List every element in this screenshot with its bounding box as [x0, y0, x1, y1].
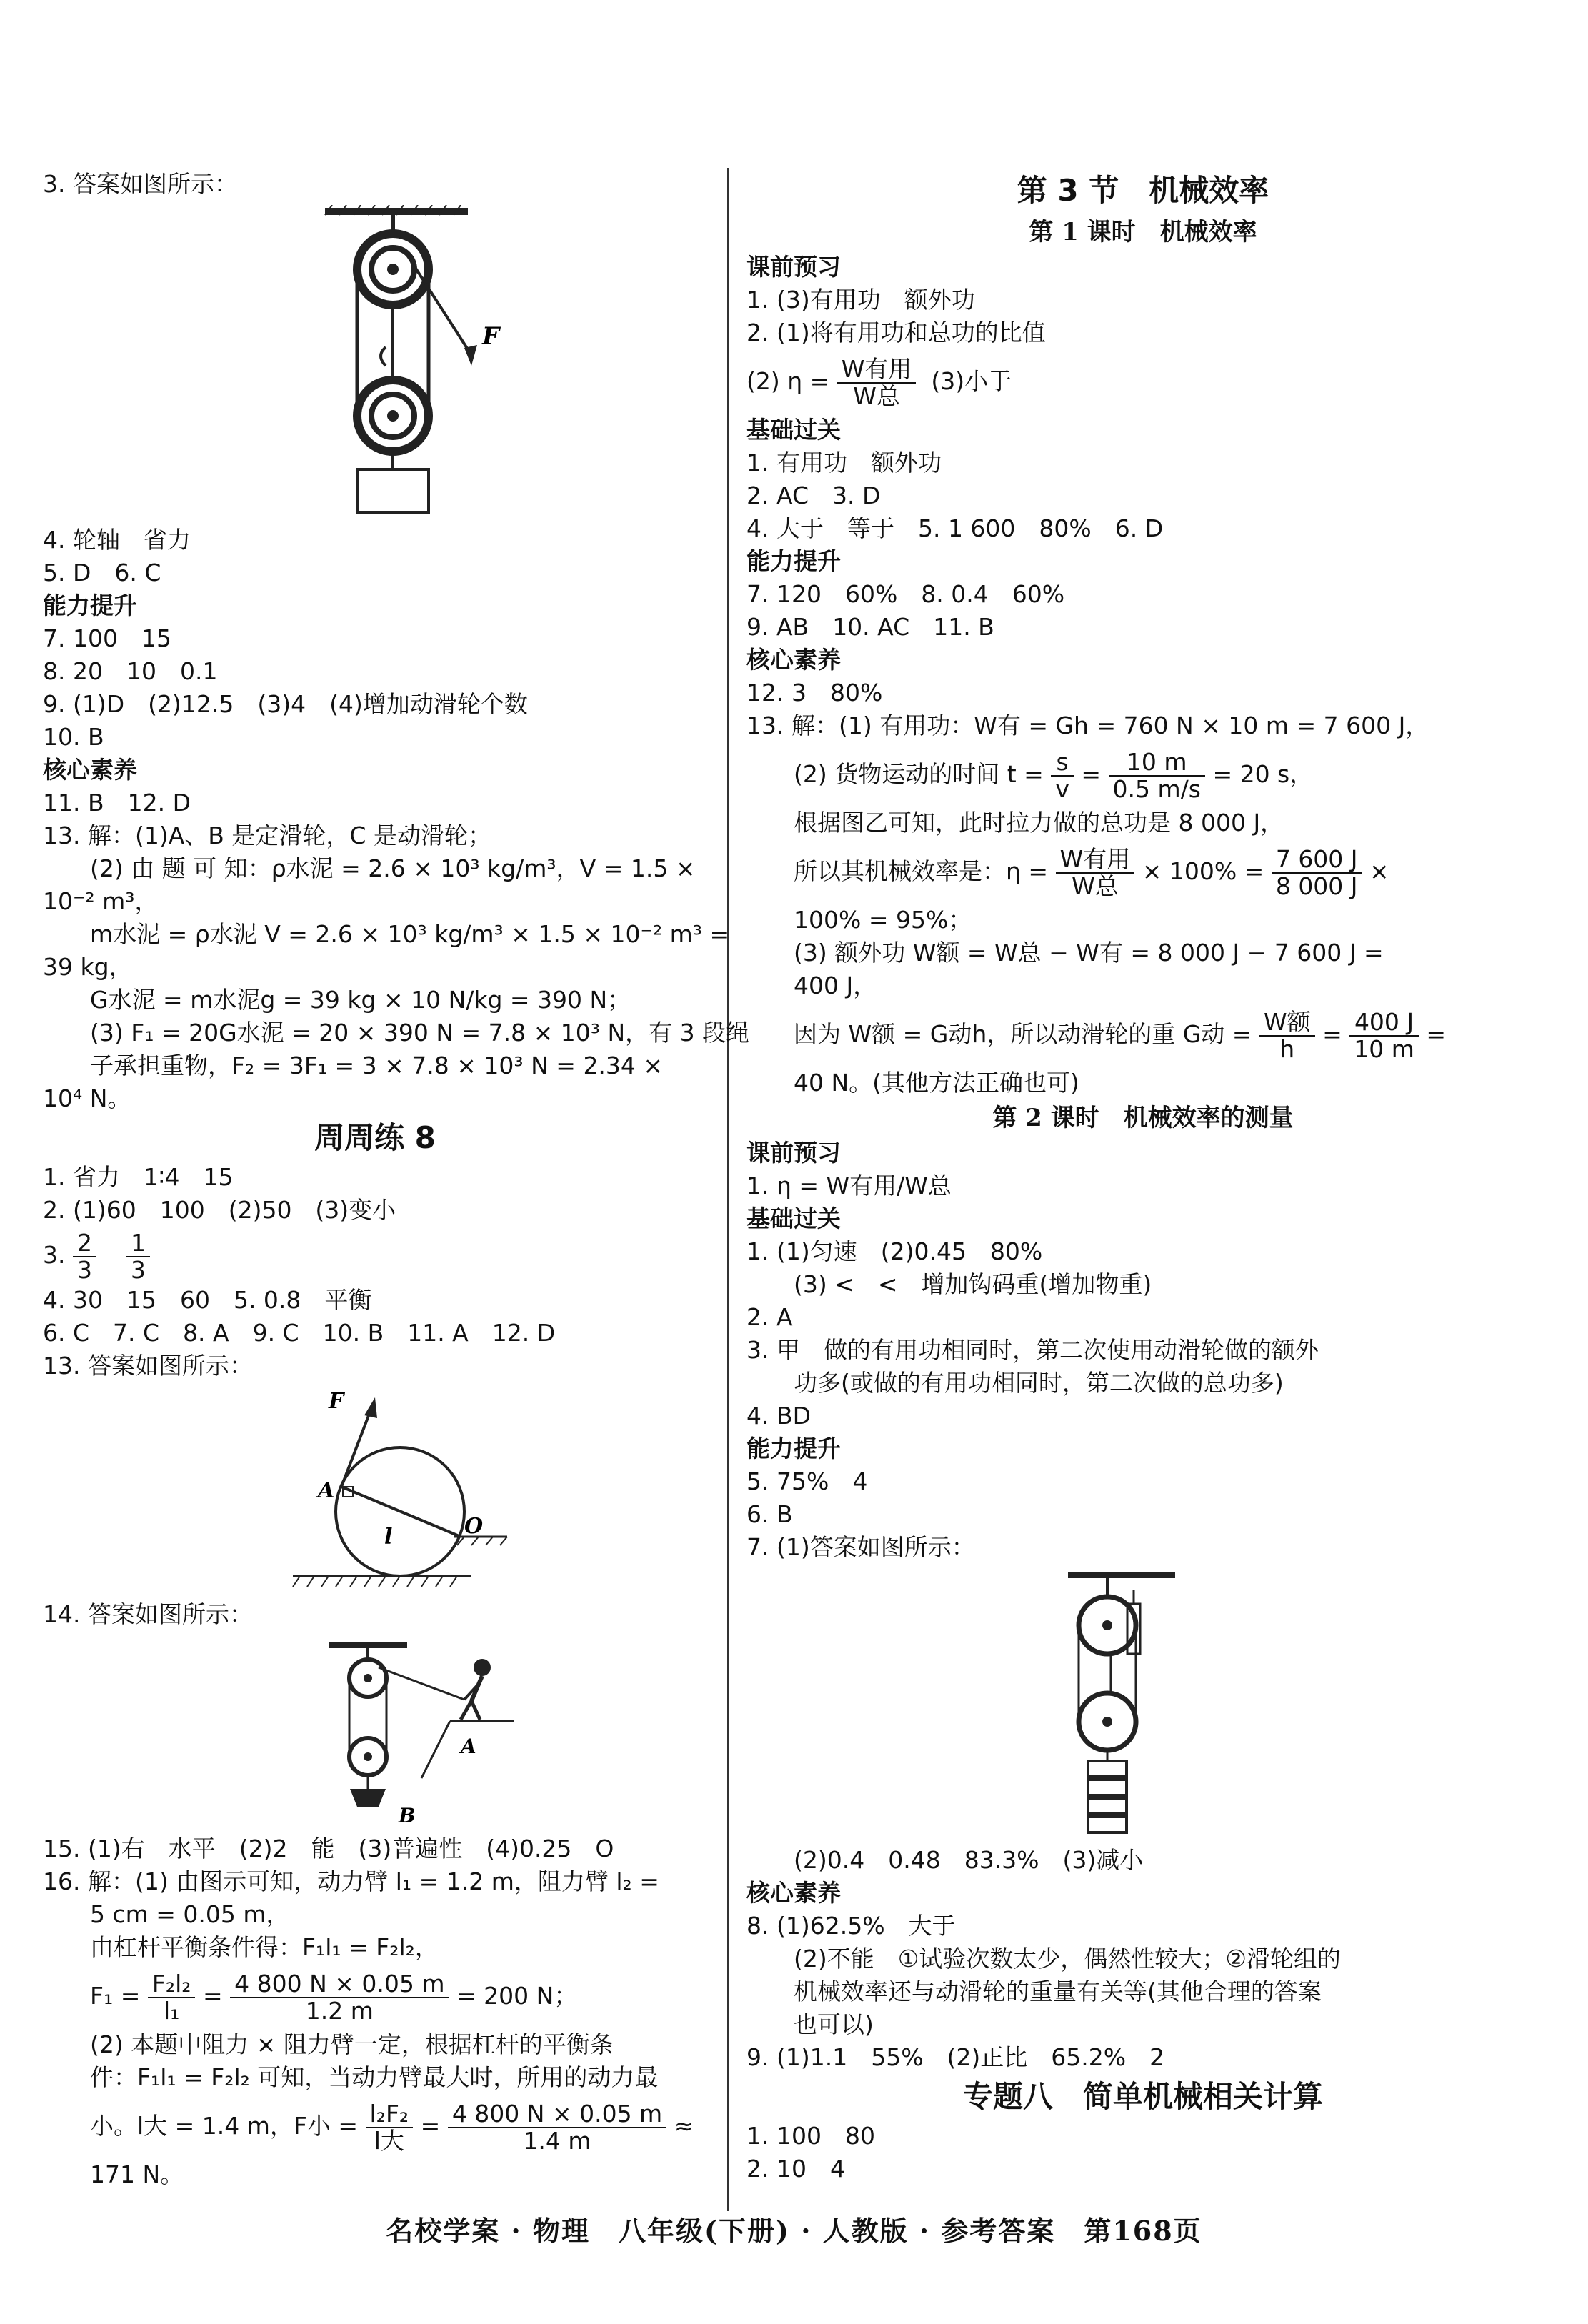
- ability2-5: 5. 75% 4: [746, 1467, 868, 1495]
- core-13-formula2: 所以其机械效率是：η = $\frac{\text{W有用}}{\text{W总}}$ × 100% = $\frac{7 600 J}{8 000 J}$ ×: [794, 844, 1389, 900]
- lever-figure: [43, 1387, 707, 1594]
- section-ability-2: 能力提升: [746, 1435, 841, 1462]
- section-preview-2: 课前预习: [746, 1139, 841, 1167]
- fraction: $\frac{4 800 N \times 0.05 m}{1.4 m}$: [448, 2101, 666, 2154]
- fraction: $\frac{2}{3}$: [73, 1230, 96, 1283]
- core2-8a: 8. (1)62.5% 大于: [746, 1912, 956, 1940]
- fraction: $\frac{4 800 N \times 0.05 m}{1.2 m}$: [230, 1971, 449, 2024]
- fraction: $\frac{\text{F₂l₂}}{\text{l₁}}$: [148, 1971, 196, 2024]
- ability2-6: 6. B: [746, 1500, 793, 1528]
- fraction: $\frac{10 m}{0.5 m/s}$: [1109, 749, 1205, 802]
- weekly-15: 15. (1)右 水平 (2)2 能 (3)普遍性 (4)0.25 O: [43, 1835, 614, 1862]
- force-label: F: [482, 322, 500, 351]
- core-13-line6: (3) 额外功 W额 = W总 − W有 = 8 000 J − 7 600 J =: [794, 939, 1384, 967]
- right-column: [746, 168, 1539, 2185]
- answer-13-line5: 39 kg，: [43, 953, 133, 981]
- pulley-diagram: [43, 205, 707, 519]
- force-label: F: [329, 1389, 344, 1414]
- answer-13-line4: m水泥 = ρ水泥 V = 2.6 × 10³ kg/m³ × 1.5 × 10⁻² m³ =: [90, 920, 730, 948]
- weekly-16-formula1: F₁ = $\frac{\text{F₂l₂}}{\text{l₁}}$ = $\frac{4 800 N \times 0.05 m}{1.2 m}$ = 200 N；: [90, 1969, 578, 2025]
- section-ability: 能力提升: [43, 592, 137, 619]
- answer-13-line6: G水泥 = m水泥g = 39 kg × 10 N/kg = 390 N；: [90, 986, 631, 1014]
- answer-3: 3. 答案如图所示：: [43, 170, 238, 198]
- pulley-person-diagram: [43, 1635, 707, 1828]
- basic2-1: 1. (1)匀速 (2)0.45 80%: [746, 1237, 1043, 1265]
- weekly-1: 1. 省力 1∶4 15: [43, 1163, 234, 1191]
- answer-4: 4. 轮轴 省力: [43, 526, 191, 554]
- preview-2-formula: (2) η = $\frac{\text{W有用}}{\text{W总}}$ (3)小于: [746, 354, 1012, 410]
- answer-8: 8. 20 10 0.1: [43, 657, 218, 685]
- core2-8d: 也可以): [794, 2010, 874, 2038]
- weekly-2: 2. (1)60 100 (2)50 (3)变小: [43, 1196, 396, 1224]
- fraction: $\frac{\text{l₂F₂}}{\text{l大}}$: [366, 2101, 414, 2154]
- topic-2: 2. 10 4: [746, 2155, 845, 2183]
- answer-7: 7. 100 15: [43, 624, 171, 652]
- core-12: 12. 3 80%: [746, 679, 883, 707]
- pivot-o-label: O: [464, 1514, 484, 1539]
- answer-13-line7: (3) F₁ = 20G水泥 = 20 × 390 N = 7.8 × 10³ N，有 3 段绳: [90, 1019, 750, 1047]
- pulley-figure-1: [43, 205, 707, 519]
- core-13-formula3: 因为 W额 = G动h，所以动滑轮的重 G动 = $\frac{\text{W额}}{h}$ = $\frac{400 J}{10 m}$ =: [794, 1007, 1447, 1063]
- core-13-line9: 40 N。(其他方法正确也可): [794, 1069, 1079, 1097]
- answer-13-line2: (2) 由 题 可 知：ρ水泥 = 2.6 × 10³ kg/m³，V = 1.5 ×: [90, 854, 696, 882]
- core2-8c: 机械效率还与动滑轮的重量有关等(其他合理的答案: [794, 1978, 1322, 2005]
- fraction: $\frac{s}{v}$: [1051, 749, 1074, 802]
- weekly-practice-title: 周周练 8: [314, 1120, 436, 1155]
- fraction: $\frac{\text{W有用}}{\text{W总}}$: [837, 356, 917, 409]
- lesson-2-title: 第 2 课时 机械效率的测量: [992, 1104, 1294, 1132]
- ability-9-11: 9. AB 10. AC 11. B: [746, 613, 994, 641]
- core-13-line7: 400 J，: [794, 972, 877, 999]
- fraction: $\frac{\text{W额}}{h}$: [1259, 1009, 1315, 1062]
- point-a-label: A: [318, 1478, 335, 1503]
- answer-9: 9. (1)D (2)12.5 (3)4 (4)增加动滑轮个数: [43, 690, 528, 718]
- basic-2-3: 2. AC 3. D: [746, 482, 881, 509]
- section-preview: 课前预习: [746, 253, 841, 281]
- core-13-line5: 100% = 95%；: [794, 906, 972, 934]
- fraction: $\frac{7 600 J}{8 000 J}$: [1272, 847, 1362, 899]
- weekly-16-line8: 171 N。: [90, 2160, 184, 2188]
- fraction: $\frac{400 J}{10 m}$: [1349, 1009, 1419, 1062]
- pulley-spring-scale-diagram: [746, 1568, 1539, 1840]
- answer-13-line3: 10⁻² m³，: [43, 887, 159, 915]
- weekly-16-line2: 5 cm = 0.05 m，: [90, 1900, 290, 1928]
- point-a-label: A: [461, 1735, 476, 1758]
- basic2-2: 2. A: [746, 1303, 793, 1331]
- core2-9: 9. (1)1.1 55% (2)正比 65.2% 2: [746, 2043, 1165, 2071]
- section-basic: 基础过关: [746, 416, 841, 444]
- weekly-16-line6: 件：F₁l₁ = F₂l₂ 可知，当动力臂最大时，所用的动力最: [90, 2063, 659, 2091]
- preview-2: 2. (1)将有用功和总功的比值: [746, 319, 1046, 346]
- preview-1: 1. (3)有用功 额外功: [746, 286, 975, 314]
- section-core: 核心素养: [746, 646, 841, 674]
- answer-10: 10. B: [43, 723, 104, 751]
- answer-13-line1: 13. 解：(1)A、B 是定滑轮，C 是动滑轮；: [43, 822, 491, 849]
- weekly-16-line1: 16. 解：(1) 由图示可知，动力臂 l₁ = 1.2 m，阻力臂 l₂ =: [43, 1867, 659, 1895]
- arm-label: l: [384, 1525, 393, 1550]
- weekly-6-12: 6. C 7. C 8. A 9. C 10. B 11. A 12. D: [43, 1319, 556, 1347]
- section-ability: 能力提升: [746, 547, 841, 575]
- answer-13-line9: 10⁴ N。: [43, 1084, 131, 1112]
- weekly-4-5: 4. 30 15 60 5. 0.8 平衡: [43, 1286, 372, 1314]
- lever-circle-diagram: [43, 1387, 707, 1594]
- core2-8b: (2)不能 ①试验次数太少，偶然性较大；②滑轮组的: [794, 1945, 1341, 1973]
- core-13-line3: 根据图乙可知，此时拉力做的总功是 8 000 J，: [794, 809, 1284, 837]
- answer-5-6: 5. D 6. C: [43, 559, 161, 587]
- basic2-1b: (3) < < 增加钩码重(增加物重): [794, 1270, 1152, 1298]
- pulley-figure-3: [746, 1568, 1539, 1840]
- answer-11-12: 11. B 12. D: [43, 789, 191, 817]
- core-13-line1: 13. 解：(1) 有用功：W有 = Gh = 760 N × 10 m = 7 600 J，: [746, 712, 1429, 739]
- section-core-2: 核心素养: [746, 1879, 841, 1907]
- core-13-formula1: (2) 货物运动的时间 t = $\frac{s}{v}$ = $\frac{10 m}{0.5 m/s}$ = 20 s，: [794, 747, 1314, 803]
- lesson-1-title: 第 1 课时 机械效率: [1029, 218, 1257, 246]
- column-divider: [727, 168, 729, 2211]
- page-footer: 名校学案 · 物理 八年级(下册) · 人教版 · 参考答案 第168页: [386, 2215, 1202, 2247]
- topic-1: 1. 100 80: [746, 2122, 875, 2150]
- ability-7-8: 7. 120 60% 8. 0.4 60%: [746, 580, 1065, 608]
- point-b-label: B: [399, 1804, 416, 1827]
- topic-title: 专题八 简单机械相关计算: [962, 2079, 1323, 2114]
- weekly-16-line5: (2) 本题中阻力 × 阻力臂一定，根据杠杆的平衡条: [90, 2030, 614, 2058]
- weekly-14: 14. 答案如图所示：: [43, 1600, 253, 1628]
- weekly-16-formula2: 小。l大 = 1.4 m，F小 = $\frac{\text{l₂F₂}}{\text{l大}}$ = $\frac{4 800 N \times 0.05 m}{1.4 m}$ ≈: [90, 2099, 694, 2155]
- basic2-3b: 功多(或做的有用功相同时，第二次做的总功多): [794, 1369, 1284, 1397]
- ability2-7: 7. (1)答案如图所示：: [746, 1533, 975, 1561]
- left-column: [43, 168, 750, 2191]
- section-title: 第 3 节 机械效率: [1017, 173, 1269, 208]
- basic2-4: 4. BD: [746, 1402, 812, 1430]
- section-basic-2: 基础过关: [746, 1205, 841, 1232]
- section-core: 核心素养: [43, 756, 137, 784]
- answer-13-line8: 子承担重物，F₂ = 3F₁ = 3 × 7.8 × 10³ N = 2.34 ×: [90, 1052, 664, 1079]
- fraction: $\frac{1}{3}$: [126, 1230, 150, 1283]
- weekly-13: 13. 答案如图所示：: [43, 1352, 253, 1380]
- weekly-3: 3. $\frac{2}{3}$ $\frac{1}{3}$: [43, 1227, 707, 1284]
- ability2-7b: (2)0.4 0.48 83.3% (3)减小: [794, 1846, 1144, 1874]
- basic-1: 1. 有用功 额外功: [746, 449, 942, 477]
- fraction: $\frac{\text{W有用}}{\text{W总}}$: [1056, 847, 1135, 899]
- basic2-3a: 3. 甲 做的有用功相同时，第二次使用动滑轮做的额外: [746, 1336, 1319, 1364]
- weekly-16-line3: 由杠杆平衡条件得：F₁l₁ = F₂l₂，: [90, 1933, 439, 1961]
- pulley-figure-2: [43, 1635, 707, 1828]
- basic-4-6: 4. 大于 等于 5. 1 600 80% 6. D: [746, 514, 1164, 542]
- preview2-1: 1. η = W有用/W总: [746, 1172, 952, 1200]
